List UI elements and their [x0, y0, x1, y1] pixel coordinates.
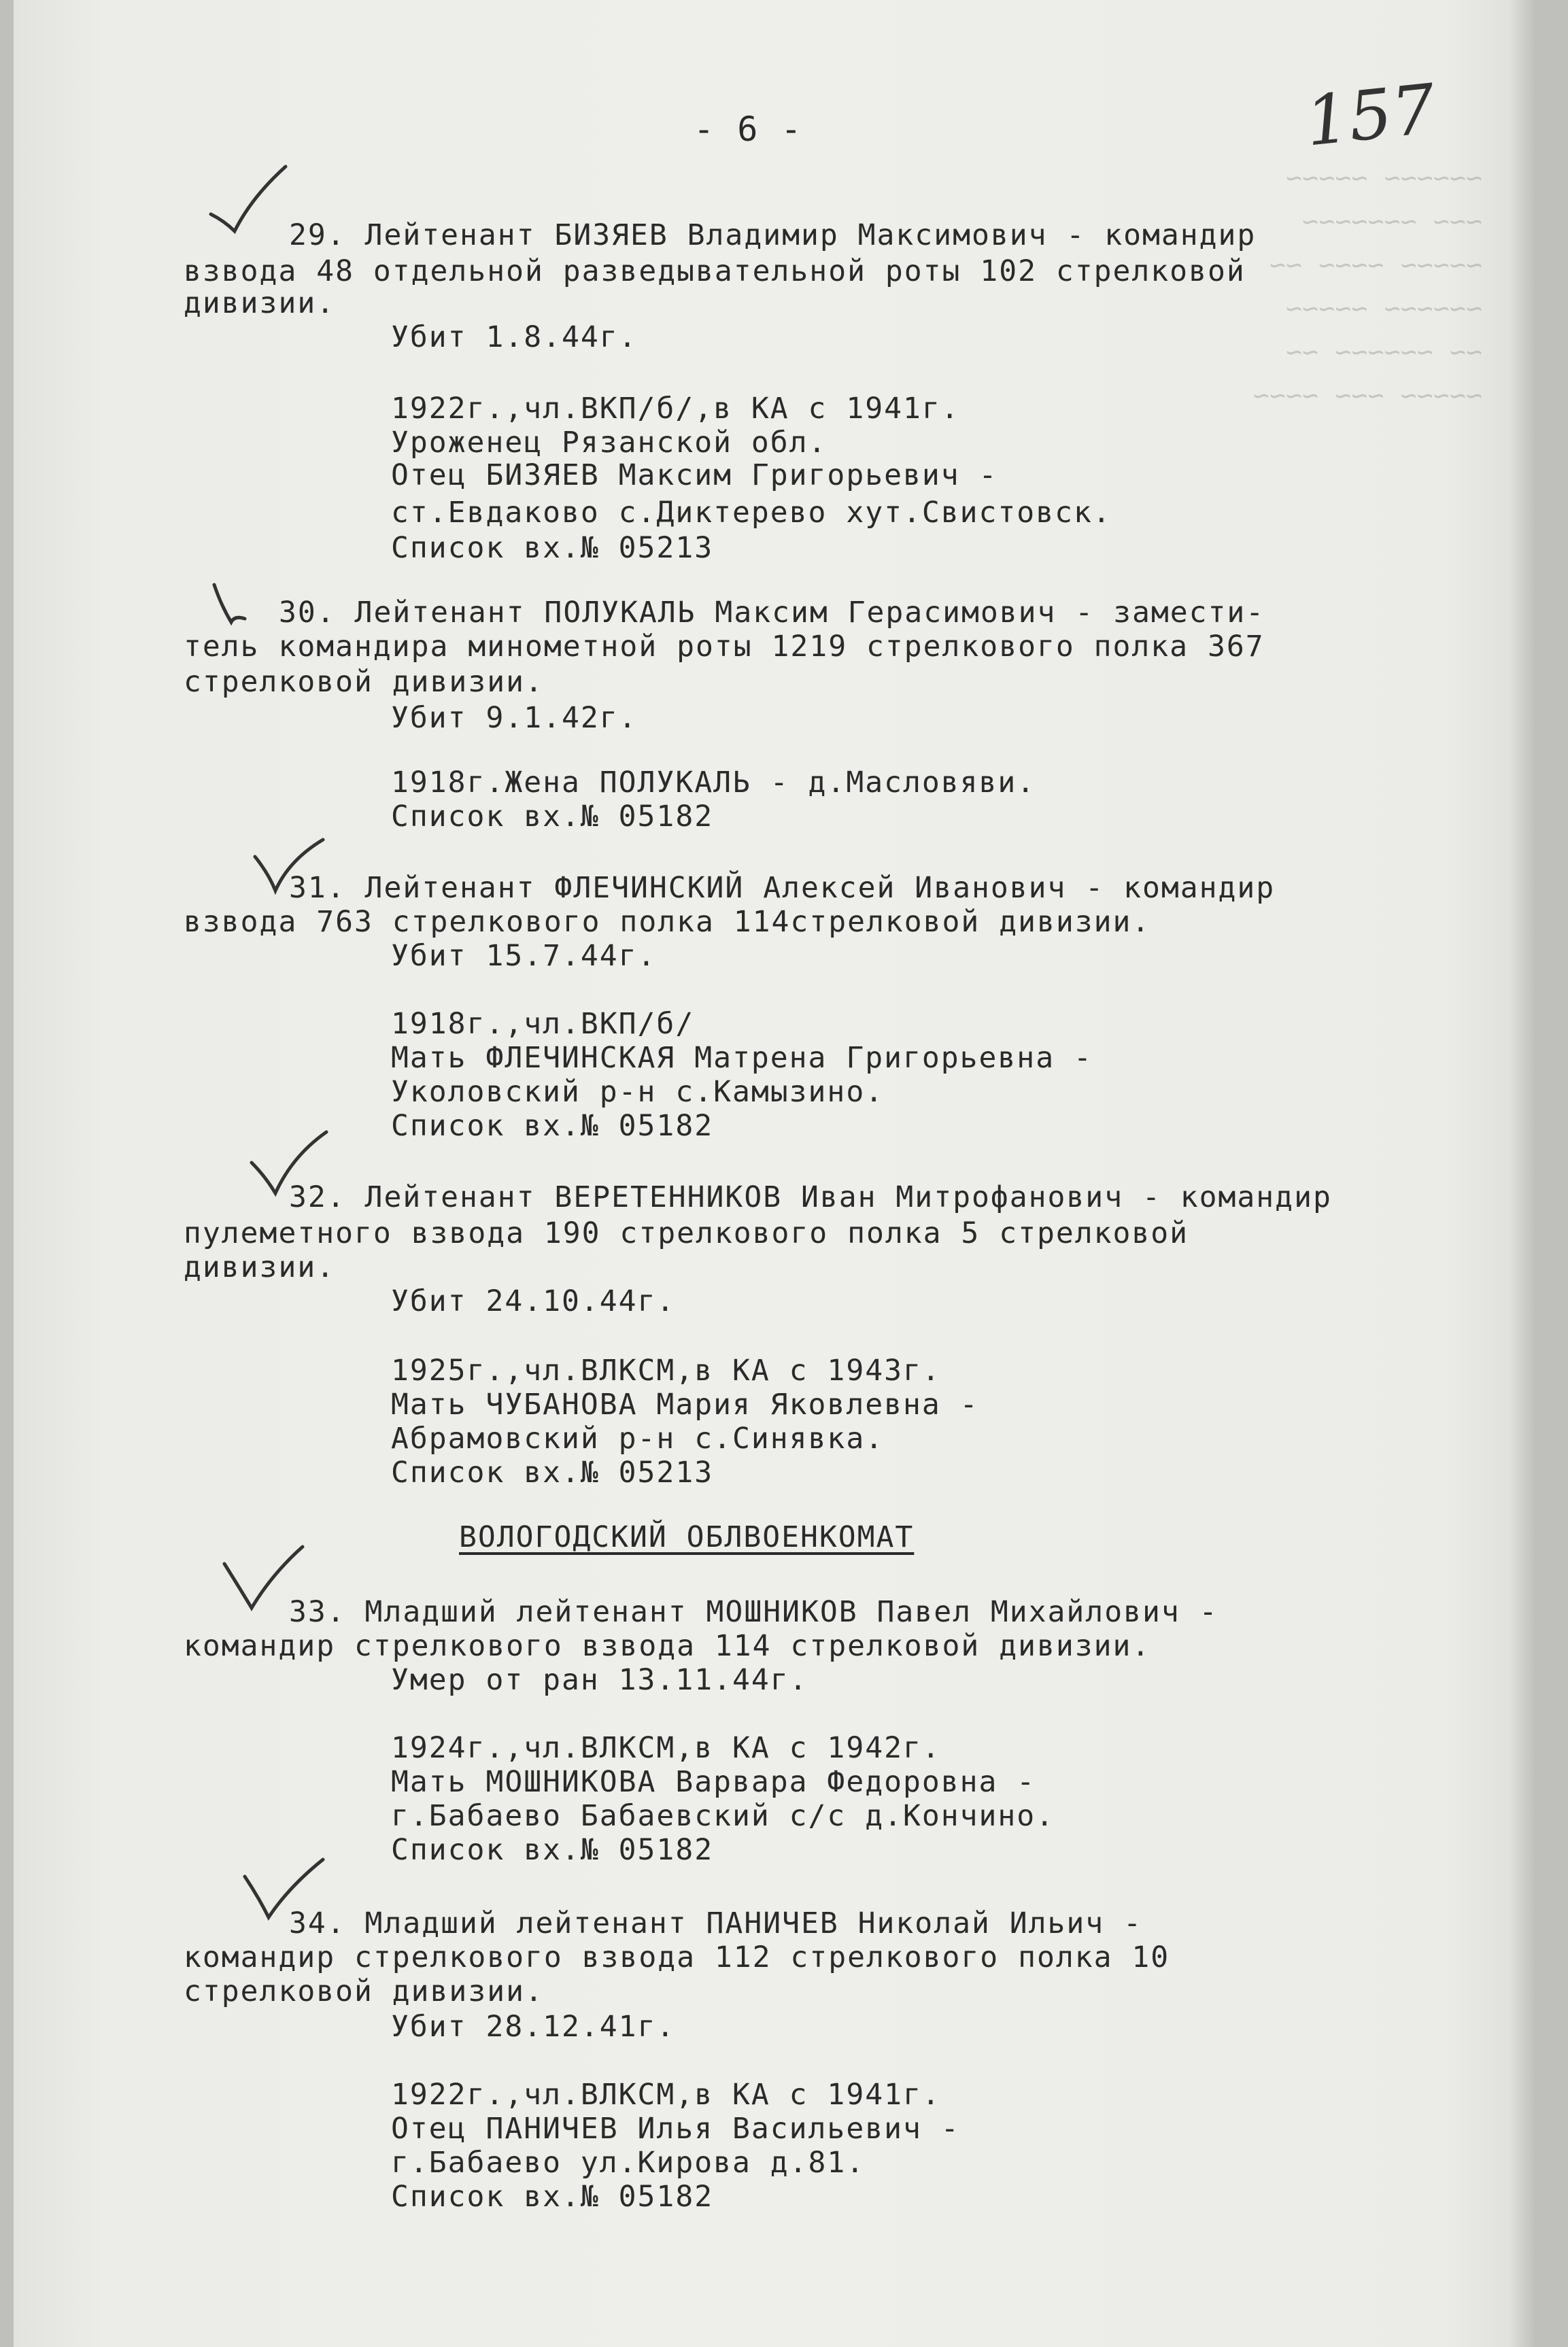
typed-line: дивизии. [184, 286, 336, 320]
document-page [14, 0, 1537, 2347]
typed-line: г.Бабаево ул.Кирова д.81. [391, 2146, 866, 2180]
typed-line: Список вх.№ 05182 [391, 1833, 714, 1867]
typed-line: Убит 15.7.44г. [391, 939, 657, 973]
typed-line: тель командира минометной роты 1219 стрелкового полка 367 [184, 630, 1265, 664]
typed-line: Отец ПАНИЧЕВ Илья Васильевич - [391, 2112, 960, 2146]
typed-line: 1918г.Жена ПОЛУКАЛЬ - д.Масловяви. [391, 766, 1036, 800]
typed-line: Уроженец Рязанской обл. [391, 426, 828, 460]
typed-line: Абрамовский р-н с.Синявка. [391, 1422, 885, 1456]
typed-line: дивизии. [184, 1250, 336, 1284]
typed-line: 30. Лейтенант ПОЛУКАЛЬ Максим Герасимович - замести- [279, 596, 1265, 630]
typed-line: Убит 1.8.44г. [391, 320, 638, 354]
check-mark-icon [204, 163, 292, 245]
typed-line: 1924г.,чл.ВЛКСМ,в КА с 1942г. [391, 1731, 941, 1765]
typed-line: Список вх.№ 05182 [391, 800, 714, 834]
typed-line: 1918г.,чл.ВКП/б/ [391, 1007, 695, 1041]
typed-line: Мать ЧУБАНОВА Мария Яковлевна - [391, 1388, 979, 1422]
typed-line: стрелковой дивизии. [184, 1974, 544, 2008]
typed-line: 1922г.,чл.ВКП/б/,в КА с 1941г. [391, 392, 960, 426]
typed-line: Убит 9.1.42г. [391, 701, 638, 735]
typed-line: командир стрелкового взвода 114 стрелковой дивизии. [184, 1629, 1151, 1663]
typed-line: Мать МОШНИКОВА Варвара Федоровна - [391, 1765, 1036, 1799]
typed-line: командир стрелкового взвода 112 стрелкового полка 10 [184, 1940, 1170, 1974]
typed-line: Умер от ран 13.11.44г. [391, 1663, 808, 1697]
typed-line: 1922г.,чл.ВЛКСМ,в КА с 1941г. [391, 2078, 941, 2112]
typed-line: 31. Лейтенант ФЛЕЧИНСКИЙ Алексей Иванович - командир [289, 871, 1276, 905]
typed-line: г.Бабаево Бабаевский с/с д.Кончино. [391, 1799, 1055, 1833]
typed-line: Список вх.№ 05182 [391, 1109, 714, 1143]
typed-line: Отец БИЗЯЕВ Максим Григорьевич - [391, 458, 998, 492]
typed-line: ст.Евдаково с.Диктерево хут.Свистовск. [391, 496, 1112, 530]
typed-line: 34. Младший лейтенант ПАНИЧЕВ Николай Ильич - [289, 1906, 1142, 1940]
section-heading: ВОЛОГОДСКИЙ ОБЛВОЕНКОМАТ [459, 1520, 915, 1554]
typed-line: Мать ФЛЕЧИНСКАЯ Матрена Григорьевна - [391, 1041, 1093, 1075]
typed-line: Список вх.№ 05182 [391, 2180, 714, 2214]
typed-line: Список вх.№ 05213 [391, 531, 714, 565]
typed-line: стрелковой дивизии. [184, 665, 544, 699]
typed-line: 29. Лейтенант БИЗЯЕВ Владимир Максимович - командир [289, 218, 1257, 252]
typed-line: Убит 28.12.41г. [391, 2010, 676, 2044]
page-number: - 6 - [694, 109, 803, 149]
typed-line: 1925г.,чл.ВЛКСМ,в КА с 1943г. [391, 1354, 941, 1388]
typed-line: взвода 763 стрелкового полка 114стрелковой дивизии. [184, 905, 1151, 939]
typed-line: пулеметного взвода 190 стрелкового полка 5 стрелковой [184, 1216, 1189, 1250]
typed-line: 32. Лейтенант ВЕРЕТЕННИКОВ Иван Митрофанович - командир [289, 1180, 1332, 1214]
typed-line: Убит 24.10.44г. [391, 1284, 676, 1318]
handwritten-folio-number: 157 [1301, 69, 1439, 162]
typed-line: Список вх.№ 05213 [391, 1456, 714, 1490]
typed-line: взвода 48 отдельной разведывательной роты 102 стрелковой [184, 254, 1246, 288]
bleed-through-text: ~~~~~~ ~~~~~ ~~~ ~~~~~~~ ~~~~~ ~~~~ ~~ ~~~~~~ ~~~~~ ~~ ~~~~~~ ~~ ~~~~~ ~~~ ~~~~ [1252, 162, 1482, 411]
typed-line: Уколовский р-н с.Камызино. [391, 1075, 885, 1109]
page-edge-shadow [1510, 0, 1537, 2347]
typed-line: 33. Младший лейтенант МОШНИКОВ Павел Михайлович - [289, 1595, 1218, 1629]
